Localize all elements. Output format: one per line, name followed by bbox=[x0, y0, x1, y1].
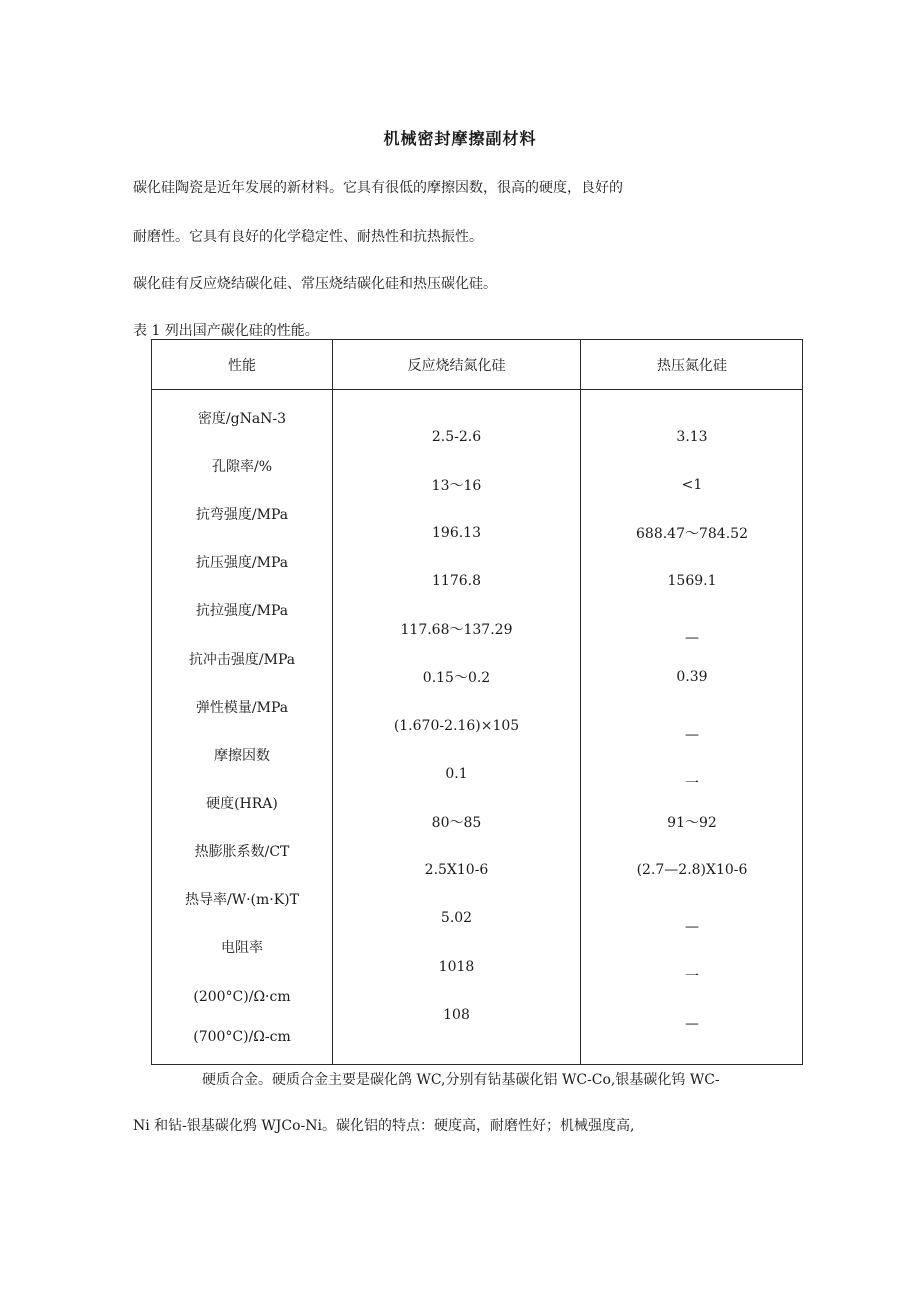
property-label: (200°C)/Ω·cm bbox=[193, 989, 291, 1005]
header-hot-pressed: 热压氮化硅 bbox=[657, 358, 727, 374]
reaction-sintered-value: 196.13 bbox=[432, 525, 481, 541]
paragraph-hard-alloy-1: 硬质合金。硬质合金主要是碳化鸽 WC,分别有钻基碳化铝 WC-Co,银基碳化钨 WC- bbox=[202, 1072, 720, 1088]
properties-table bbox=[151, 339, 803, 1065]
hot-pressed-value: — bbox=[685, 1016, 699, 1032]
paragraph-types: 碳化硅有反应烧结碳化硅、常压烧结碳化硅和热压碳化硅。 bbox=[133, 276, 497, 292]
paragraph-intro-1: 碳化硅陶瓷是近年发展的新材料。它具有很低的摩擦因数，很高的硬度，良好的 bbox=[133, 180, 623, 196]
hot-pressed-value: 一 bbox=[685, 969, 699, 985]
page-title: 机械密封摩擦副材料 bbox=[383, 129, 537, 148]
hot-pressed-value: 3.13 bbox=[676, 429, 708, 445]
reaction-sintered-value: 117.68～137.29 bbox=[400, 622, 513, 638]
property-label: 密度/gNaN-3 bbox=[197, 411, 287, 427]
hot-pressed-value: 91～92 bbox=[667, 815, 717, 831]
paragraph-intro-2: 耐磨性。它具有良好的化学稳定性、耐热性和抗热振性。 bbox=[133, 229, 483, 245]
table-caption: 表 1 列出国产碳化硅的性能。 bbox=[133, 323, 319, 339]
reaction-sintered-value: 1176.8 bbox=[432, 573, 481, 589]
hot-pressed-value: — bbox=[685, 919, 699, 935]
property-label: 抗弯强度/MPa bbox=[195, 507, 289, 523]
reaction-sintered-value: (1.670-2.16)×105 bbox=[393, 718, 520, 734]
property-label: 抗拉强度/MPa bbox=[195, 603, 289, 619]
hot-pressed-value: — bbox=[685, 630, 699, 646]
property-label: 热导率/W·(m·K)T bbox=[184, 892, 299, 908]
reaction-sintered-value: 80～85 bbox=[431, 815, 482, 831]
reaction-sintered-value: 0.15～0.2 bbox=[422, 670, 491, 686]
hot-pressed-value: 1569.1 bbox=[667, 573, 717, 589]
reaction-sintered-value: 13～16 bbox=[431, 478, 482, 494]
paragraph-hard-alloy-2: Ni 和钻-银基碳化鸦 WJCo-Ni。碳化铝的特点：硬度高，耐磨性好；机械强度高, bbox=[133, 1118, 635, 1134]
hot-pressed-value: 一 bbox=[685, 776, 699, 792]
hot-pressed-value: 688.47～784.52 bbox=[636, 526, 748, 542]
property-label: 抗压强度/MPa bbox=[195, 555, 289, 571]
header-reaction-sintered: 反应烧结氮化硅 bbox=[407, 358, 506, 374]
header-divider bbox=[152, 389, 802, 390]
reaction-sintered-value: 5.02 bbox=[440, 910, 473, 926]
column-divider bbox=[332, 340, 333, 1064]
hot-pressed-value: — bbox=[685, 727, 699, 743]
property-label: 孔隙率/% bbox=[211, 459, 273, 475]
header-property: 性能 bbox=[228, 358, 256, 374]
reaction-sintered-value: 2.5X10-6 bbox=[424, 862, 489, 878]
reaction-sintered-value: 0.1 bbox=[445, 766, 468, 782]
hot-pressed-value: (2.7—2.8)X10-6 bbox=[636, 862, 748, 878]
column-divider bbox=[580, 340, 581, 1064]
reaction-sintered-value: 1018 bbox=[438, 959, 475, 975]
property-label: 硬度(HRA) bbox=[206, 796, 278, 812]
property-label: 电阻率 bbox=[221, 940, 263, 956]
hot-pressed-value: 0.39 bbox=[676, 669, 708, 685]
property-label: (700°C)/Ω-cm bbox=[193, 1029, 291, 1045]
reaction-sintered-value: 108 bbox=[443, 1007, 470, 1023]
property-label: 热膨胀系数/CT bbox=[194, 844, 290, 860]
property-label: 抗冲击强度/MPa bbox=[188, 652, 296, 668]
reaction-sintered-value: 2.5-2.6 bbox=[431, 429, 482, 445]
property-label: 摩擦因数 bbox=[214, 748, 270, 764]
hot-pressed-value: <1 bbox=[681, 477, 703, 493]
property-label: 弹性模量/MPa bbox=[195, 700, 289, 716]
